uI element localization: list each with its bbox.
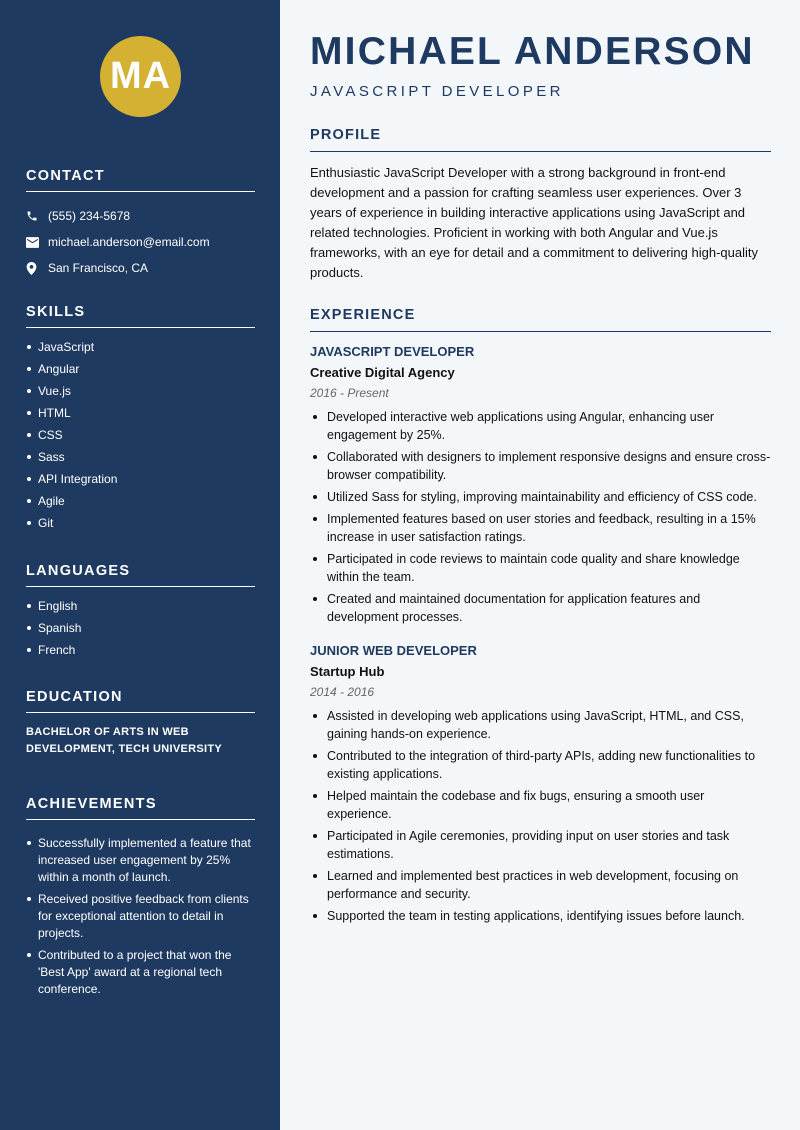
contact-location [26, 255, 255, 281]
job-bullet: Helped maintain the codebase and fix bugs, ensuring a smooth user experience. [310, 787, 771, 823]
skill-item: Agile [26, 493, 255, 515]
education-degree: BACHELOR OF ARTS IN WEB DEVELOPMENT, TECH UNIVERSITY [26, 726, 223, 755]
job-bullet: Implemented features based on user stories and feedback, resulting in a 15% increase in user satisfaction ratings. [310, 510, 771, 546]
skill-item: Angular [26, 361, 255, 383]
experience-section [310, 307, 771, 929]
language-item: Spanish [26, 620, 255, 642]
job-dates: 2014 - 2016 [310, 685, 375, 699]
skills-section [26, 304, 255, 537]
location-pin-icon [26, 262, 48, 275]
skill-item: Sass [26, 449, 255, 471]
job-bullet: Assisted in developing web applications using JavaScript, HTML, and CSS, gaining hands-on experience. [310, 707, 771, 743]
achievement-item: Contributed to a project that won the 'Best App' award at a regional tech conference. [26, 947, 255, 998]
language-item: English [26, 598, 255, 620]
contact-phone [26, 203, 255, 229]
language-item: French [26, 642, 255, 664]
job-entry [310, 643, 771, 925]
skill-item: Git [26, 515, 255, 537]
job-bullet: Collaborated with designers to implement responsive designs and ensure cross-browser compatibility. [310, 448, 771, 484]
job-dates: 2016 - Present [310, 386, 389, 400]
contact-heading: CONTACT [26, 168, 255, 192]
job-bullet: Learned and implemented best practices in web development, focusing on performance and security. [310, 867, 771, 903]
job-bullet: Participated in Agile ceremonies, providing input on user stories and task estimations. [310, 827, 771, 863]
job-bullet: Participated in code reviews to maintain code quality and share knowledge within the team. [310, 550, 771, 586]
education-heading: EDUCATION [26, 689, 255, 713]
job-role: JAVASCRIPT DEVELOPER [310, 344, 475, 359]
candidate-name: MICHAEL ANDERSON [310, 30, 755, 73]
achievements-heading: ACHIEVEMENTS [26, 796, 255, 820]
skill-item: API Integration [26, 471, 255, 493]
contact-phone-text[interactable]: (555) 234-5678 [48, 209, 131, 223]
skill-item: Vue.js [26, 383, 255, 405]
job-company: Startup Hub [310, 664, 385, 679]
profile-heading: PROFILE [310, 127, 771, 152]
achievement-item: Successfully implemented a feature that increased user engagement by 25% within a month of launch. [26, 835, 255, 886]
skill-item: CSS [26, 427, 255, 449]
profile-text: Enthusiastic JavaScript Developer with a strong background in front-end development and a passion for crafting seamless user experiences. Over 3 years of experience in building interactive applications using JavaScript and related technologies. Proficient in working with both Angular and Vue.js frameworks, with an eye for detail and a commitment to delivering high-quality products. [310, 165, 758, 280]
contact-location-text: San Francisco, CA [48, 261, 149, 275]
skills-heading: SKILLS [26, 304, 255, 328]
profile-section [310, 127, 771, 283]
skill-item: HTML [26, 405, 255, 427]
job-bullet: Created and maintained documentation for application features and development processes. [310, 590, 771, 626]
languages-heading: LANGUAGES [26, 563, 255, 587]
job-company: Creative Digital Agency [310, 365, 455, 380]
job-entry [310, 344, 771, 626]
contact-email-text[interactable]: michael.anderson@email.com [48, 235, 210, 249]
phone-icon [26, 210, 48, 222]
job-bullet: Supported the team in testing applications, identifying issues before launch. [310, 907, 771, 925]
envelope-icon [26, 237, 48, 248]
experience-heading: EXPERIENCE [310, 307, 771, 332]
achievement-item: Received positive feedback from clients for exceptional attention to detail in projects. [26, 891, 255, 942]
achievements-section [26, 796, 255, 1003]
job-bullet: Contributed to the integration of third-party APIs, adding new functionalities to existing applications. [310, 747, 771, 783]
job-bullet: Developed interactive web applications using Angular, enhancing user engagement by 25%. [310, 408, 771, 444]
job-bullet: Utilized Sass for styling, improving maintainability and efficiency of CSS code. [310, 488, 771, 506]
education-section [26, 689, 255, 758]
skill-item: JavaScript [26, 339, 255, 361]
avatar: MA [100, 36, 181, 117]
contact-email [26, 229, 255, 255]
job-role: JUNIOR WEB DEVELOPER [310, 643, 477, 658]
candidate-title: JAVASCRIPT DEVELOPER [310, 83, 564, 100]
sidebar [0, 0, 280, 1130]
languages-section [26, 563, 255, 664]
contact-section [26, 168, 255, 281]
